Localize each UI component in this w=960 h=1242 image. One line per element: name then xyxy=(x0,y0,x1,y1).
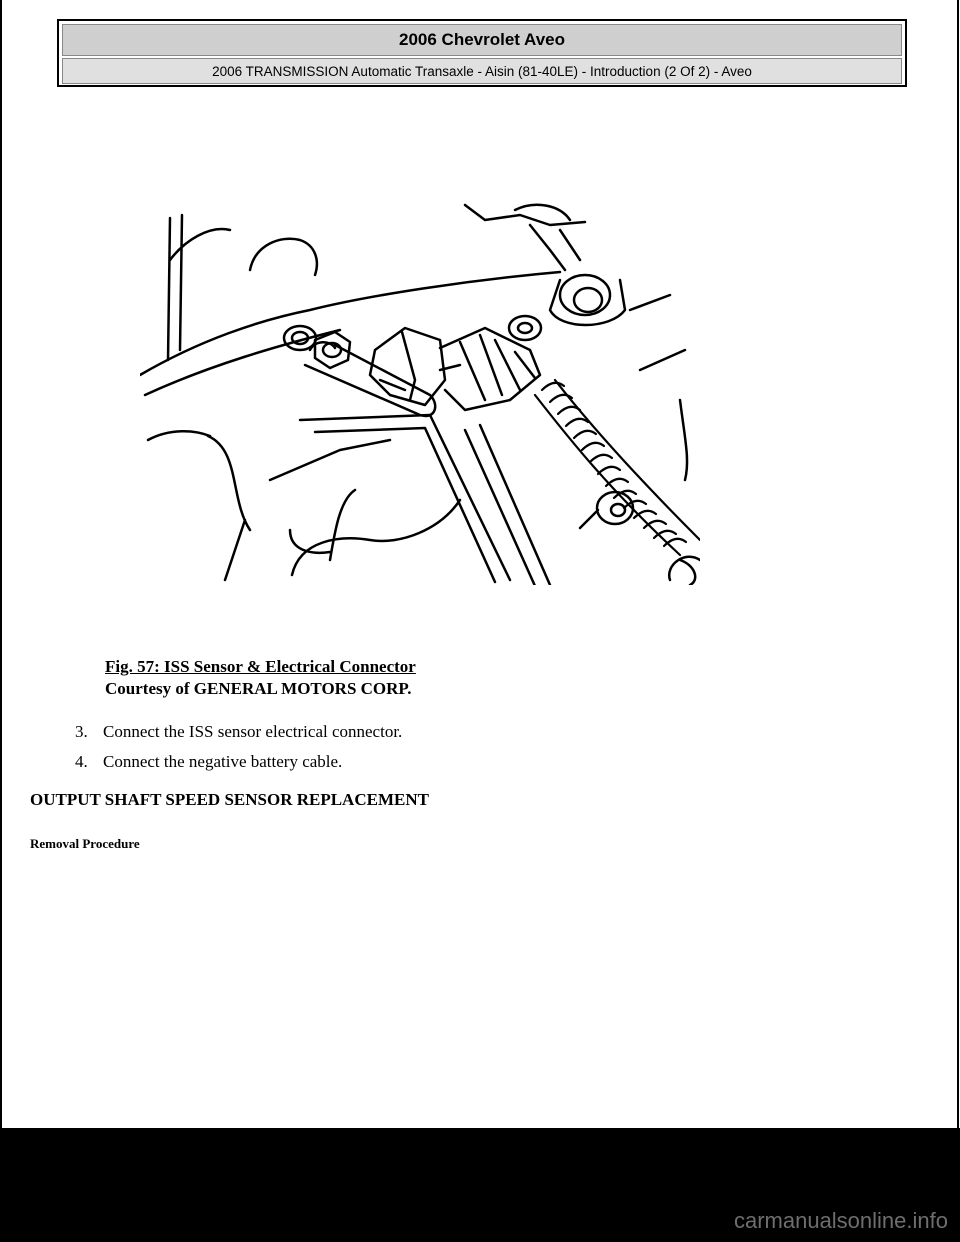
iss-sensor-illustration xyxy=(140,200,700,585)
list-item xyxy=(75,722,402,742)
page-header xyxy=(57,19,907,87)
header-subtitle: 2006 TRANSMISSION Automatic Transaxle - Aisin (81-40LE) - Introduction (2 Of 2) - Aveo xyxy=(62,58,902,84)
page-border-right xyxy=(957,0,959,1128)
figure-caption xyxy=(105,656,416,700)
page-border-left xyxy=(0,0,2,1128)
figure-caption-courtesy: Courtesy of GENERAL MOTORS CORP. xyxy=(105,679,412,698)
step-number: 3. xyxy=(75,722,88,741)
list-item xyxy=(75,752,342,772)
step-text: Connect the ISS sensor electrical connector. xyxy=(103,722,403,741)
step-number: 4. xyxy=(75,752,88,771)
section-title: OUTPUT SHAFT SPEED SENSOR REPLACEMENT xyxy=(30,790,429,809)
figure-caption-title: Fig. 57: ISS Sensor & Electrical Connector xyxy=(105,657,416,676)
footer-bar xyxy=(0,1128,960,1242)
header-title: 2006 Chevrolet Aveo xyxy=(62,24,902,56)
step-text: Connect the negative battery cable. xyxy=(103,752,343,771)
subsection-title: Removal Procedure xyxy=(30,836,140,851)
footer-url: carmanualsonline.info xyxy=(733,1208,948,1233)
